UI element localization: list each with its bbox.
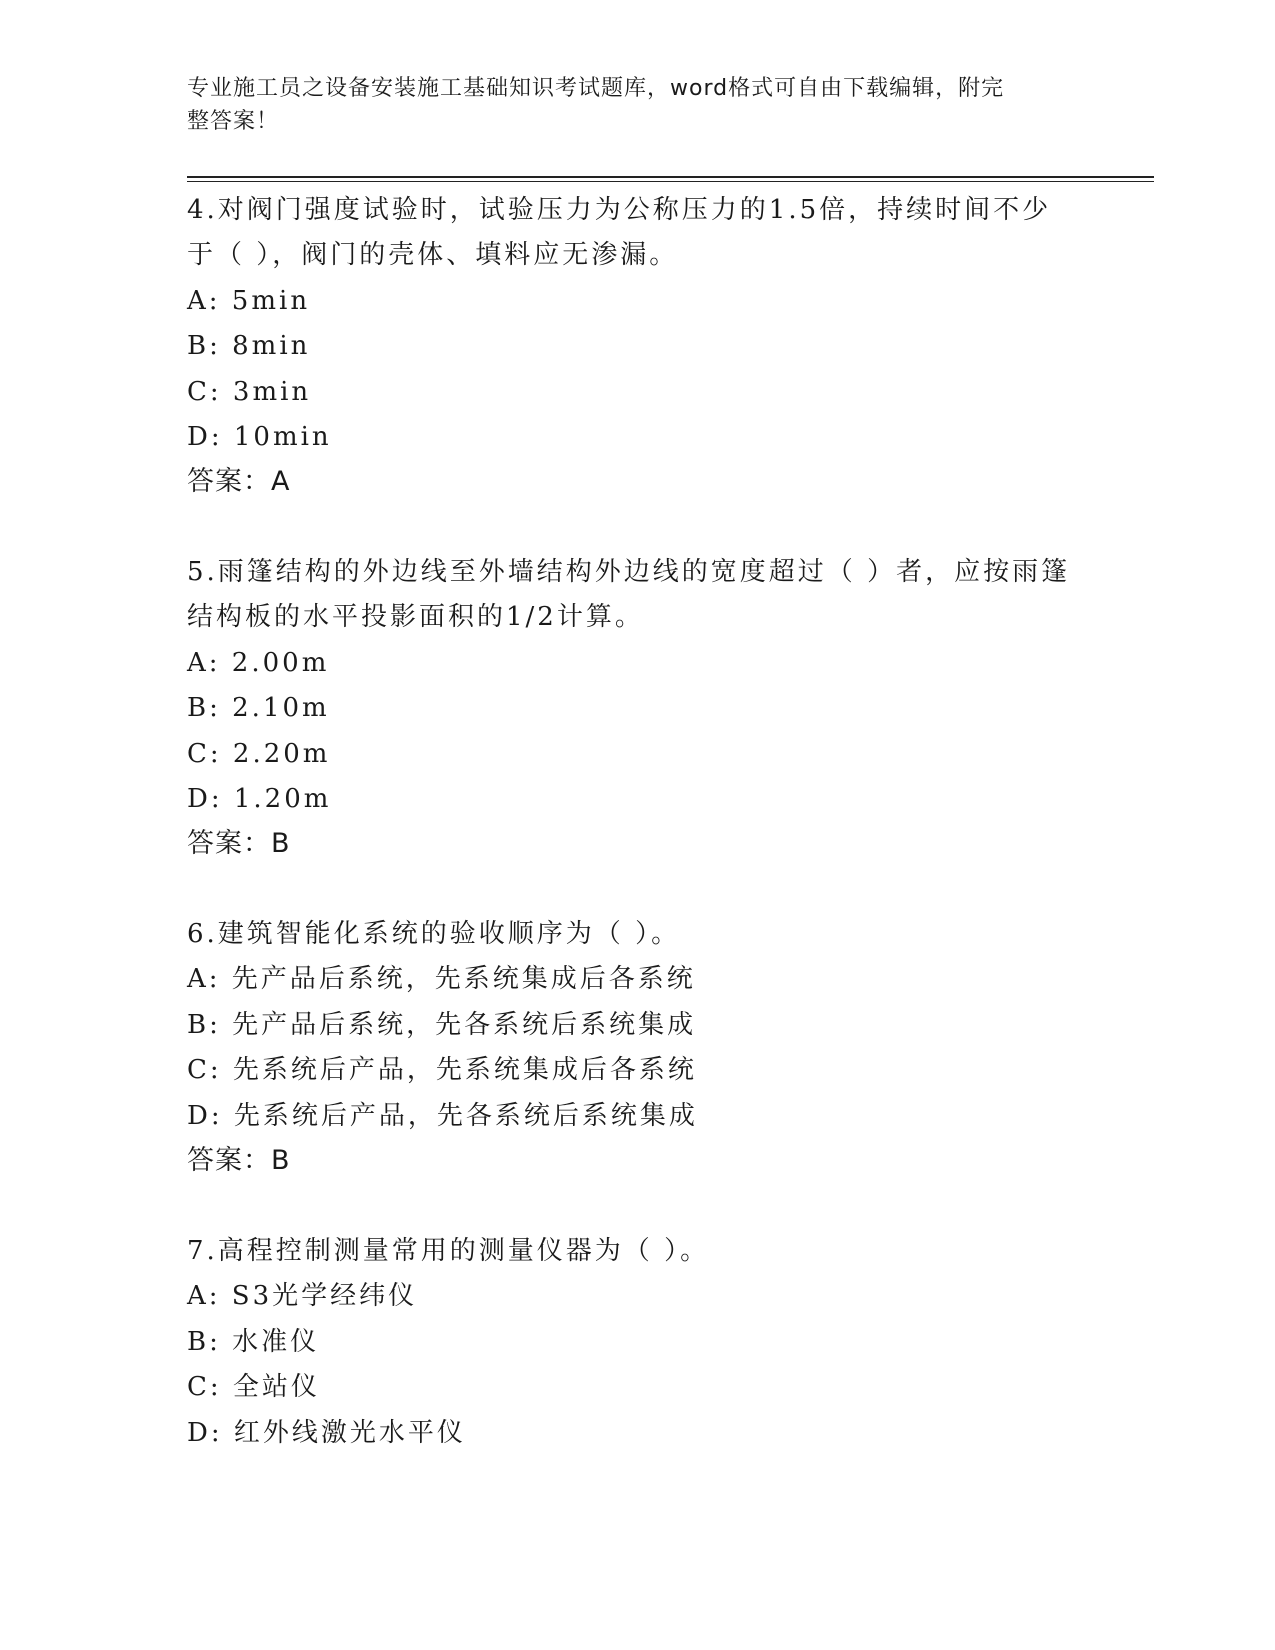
question-5-stem-line-1: 5.雨篷结构的外边线至外墙结构外边线的宽度超过（ ）者，应按雨篷: [187, 557, 1071, 587]
question-4-option-d: D: 10min: [187, 422, 332, 452]
question-5-option-a: A: 2.00m: [187, 648, 330, 678]
header-line-2: 整答案！: [187, 109, 280, 134]
question-6-option-b: B: 先产品后系统，先各系统后系统集成: [187, 1010, 697, 1040]
question-6-option-a: A: 先产品后系统，先系统集成后各系统: [187, 964, 696, 994]
question-7-option-d: D: 红外线激光水平仪: [187, 1418, 466, 1448]
question-5-option-c: C: 2.20m: [187, 739, 331, 769]
question-5-stem-line-2: 结构板的水平投影面积的1/2计算。: [187, 602, 644, 632]
header-divider-thick: [187, 176, 1154, 178]
question-4-option-b: B: 8min: [187, 331, 311, 361]
question-6-option-d: D: 先系统后产品，先各系统后系统集成: [187, 1101, 698, 1131]
question-5-option-d: D: 1.20m: [187, 784, 332, 814]
question-6-option-c: C: 先系统后产品，先系统集成后各系统: [187, 1055, 697, 1085]
question-6-stem: 6.建筑智能化系统的验收顺序为（ ）。: [187, 919, 681, 949]
question-4-answer: 答案：A: [187, 466, 291, 497]
question-7-option-a: A: S3光学经纬仪: [187, 1281, 418, 1311]
question-6-answer: 答案：B: [187, 1145, 291, 1176]
question-7-option-c: C: 全站仪: [187, 1372, 320, 1402]
document-header: [187, 72, 1067, 138]
question-4-option-a: A: 5min: [187, 286, 311, 316]
header-line-1: 专业施工员之设备安装施工基础知识考试题库，word格式可自由下载编辑，附完: [187, 76, 1005, 101]
question-5-answer: 答案：B: [187, 828, 291, 859]
question-4-option-c: C: 3min: [187, 377, 312, 407]
question-7-option-b: B: 水准仪: [187, 1327, 320, 1357]
header-divider-thin: [187, 181, 1154, 182]
question-5-option-b: B: 2.10m: [187, 693, 330, 723]
question-4-stem-line-2: 于（ ），阀门的壳体、填料应无渗漏。: [187, 240, 679, 270]
question-7-stem: 7.高程控制测量常用的测量仪器为（ ）。: [187, 1236, 710, 1266]
question-4-stem-line-1: 4.对阀门强度试验时，试验压力为公称压力的1.5倍，持续时间不少: [187, 195, 1052, 225]
